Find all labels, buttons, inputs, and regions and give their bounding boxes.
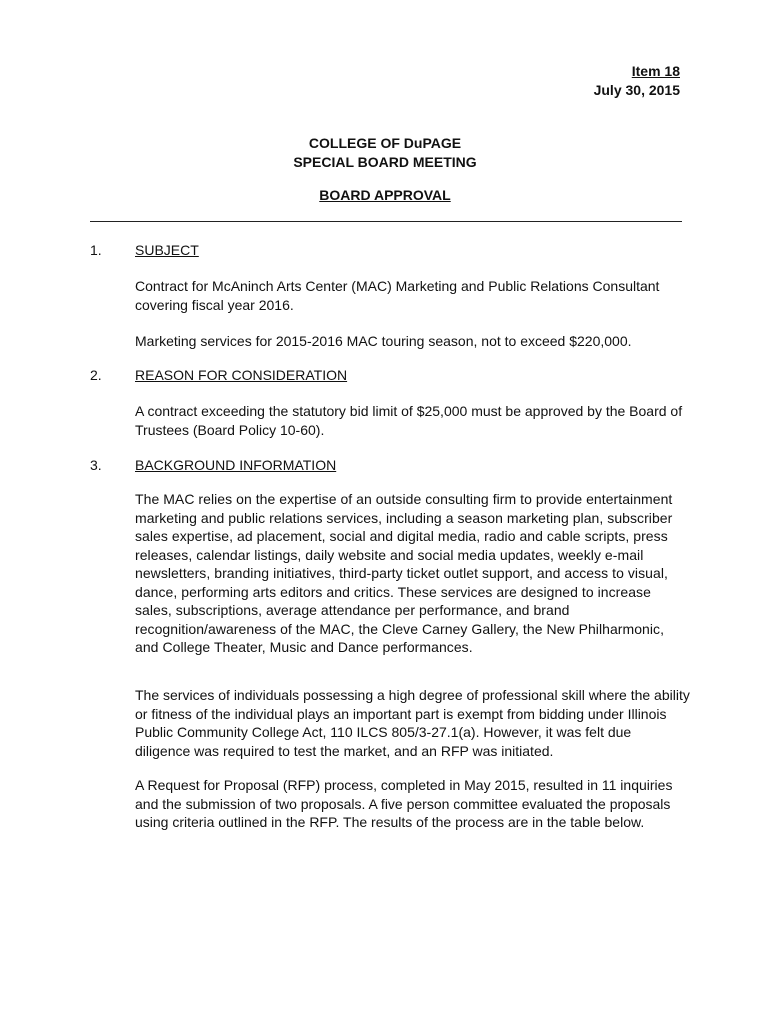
section-paragraph: A contract exceeding the statutory bid limit of $25,000 must be approved by the Board of Trustees (Board Policy 10-60). [135, 403, 683, 438]
horizontal-divider [90, 221, 682, 222]
section-paragraph: Marketing services for 2015-2016 MAC touring season, not to exceed $220,000. [135, 333, 632, 349]
section-heading: SUBJECT [135, 242, 199, 258]
section-number: 2. [90, 367, 102, 383]
item-header [594, 62, 680, 100]
section-paragraph: Contract for McAninch Arts Center (MAC) Marketing and Public Relations Consultant covering fiscal year 2016. [135, 278, 660, 313]
item-number: Item 18 [631, 63, 680, 79]
document-title [0, 134, 770, 172]
approval-title: BOARD APPROVAL [319, 187, 451, 203]
meeting-date: July 30, 2015 [593, 82, 680, 98]
section-paragraph: The services of individuals possessing a high degree of professional skill where the ability or fitness of the individual plays an important part is exempt from bidding under Illinois Public Community College Act, 110 ILCS 805/3-27.1(a). However, it was felt due diligence was required to test the market, and an RFP was initiated. [135, 687, 690, 759]
meeting-name: SPECIAL BOARD MEETING [293, 154, 477, 170]
section-heading: REASON FOR CONSIDERATION [135, 367, 348, 383]
section-number: 1. [90, 242, 102, 258]
section-heading: BACKGROUND INFORMATION [135, 457, 337, 473]
section-number: 3. [90, 457, 102, 473]
section-paragraph: A Request for Proposal (RFP) process, completed in May 2015, resulted in 11 inquiries and the submission of two proposals. A five person committee evaluated the proposals using criteria outlined in the RFP. The results of the process are in the table below. [135, 777, 673, 830]
section-paragraph: The MAC relies on the expertise of an outside consulting firm to provide entertainment marketing and public relations services, including a season marketing plan, subscriber sales expertise, ad placement, social and digital media, radio and cable scripts, press releases, calendar listings, daily website and social media updates, weekly e-mail newsletters, branding initiatives, third-party ticket outlet support, and access to visual, dance, performing arts editors and critics. These services are designed to increase sales, subscriptions, average attendance per performance, and brand recognition/awareness of the MAC, the Cleve Carney Gallery, the New Philharmonic, and College Theater, Music and Dance performances. [135, 491, 673, 655]
college-name: COLLEGE OF DuPAGE [308, 135, 462, 151]
